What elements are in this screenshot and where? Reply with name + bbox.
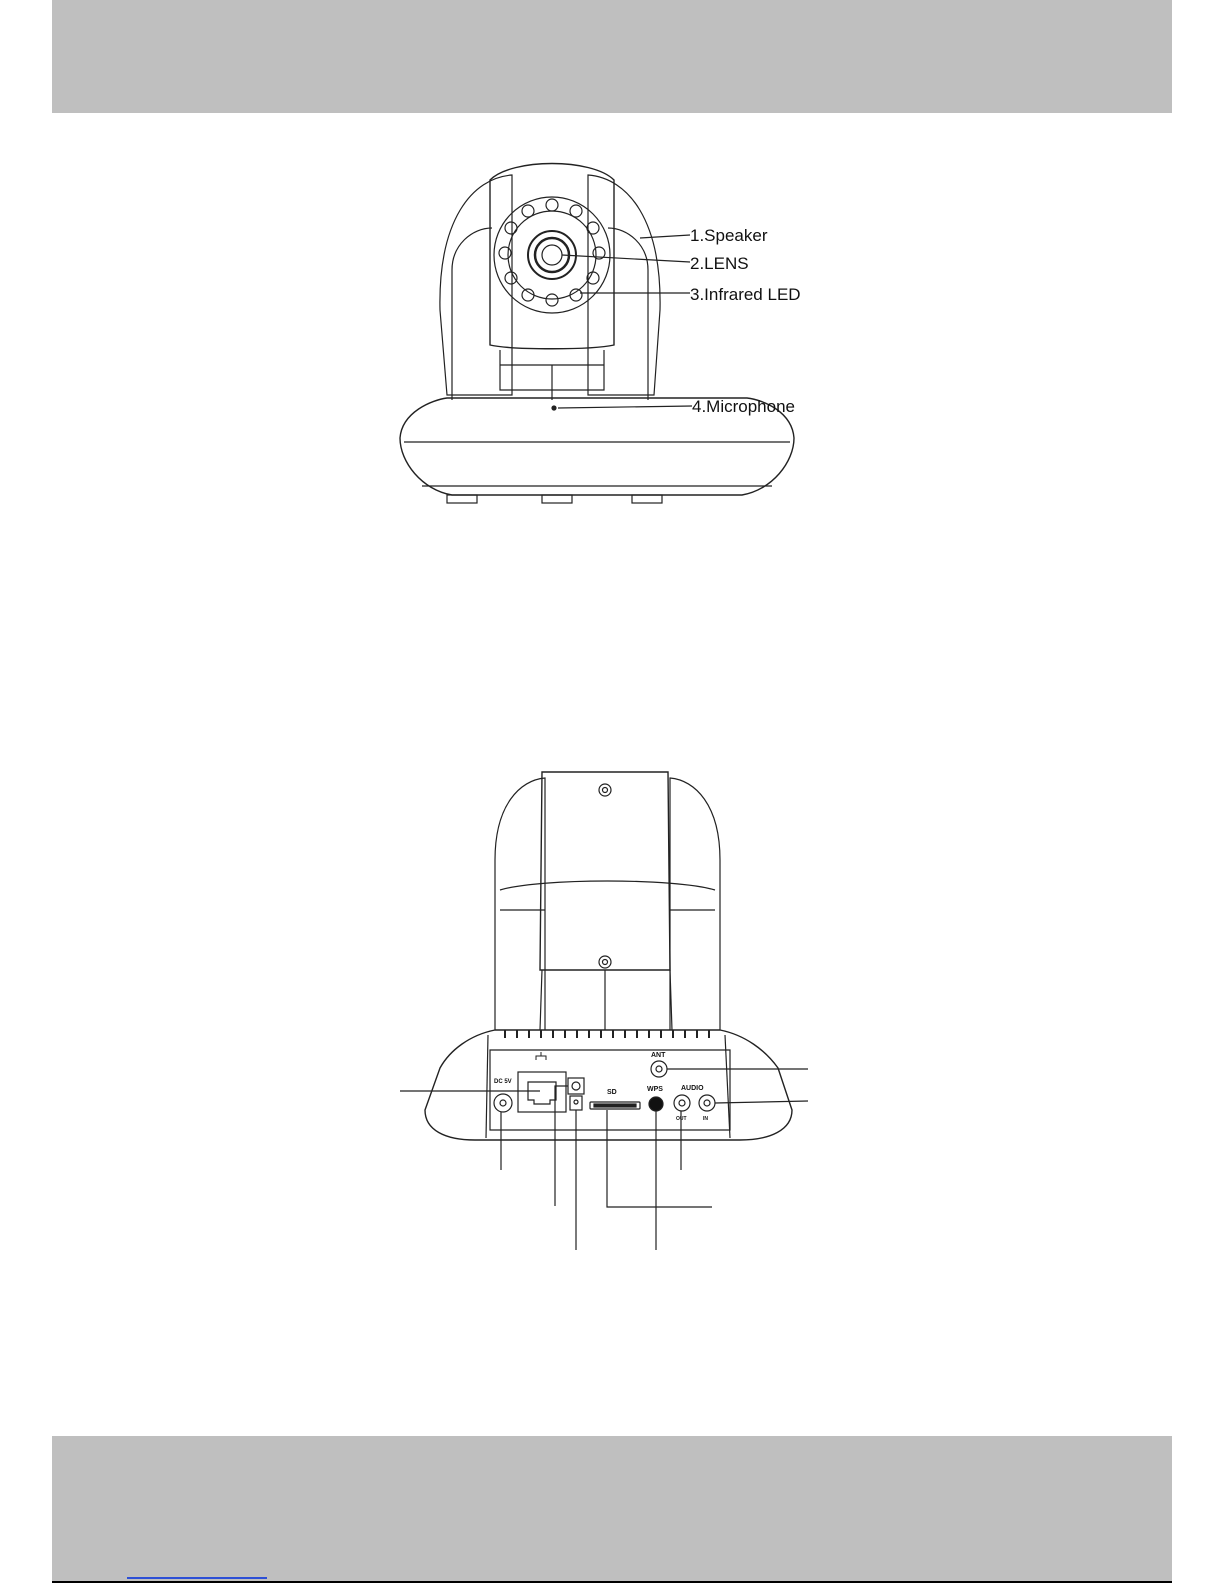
footer-band	[52, 1436, 1172, 1581]
callout-microphone: 4.Microphone	[692, 397, 796, 416]
label-audio: AUDIO	[681, 1085, 704, 1092]
label-audio-out: OUT	[676, 1116, 687, 1122]
label-dc-5v: DC 5V	[494, 1079, 512, 1085]
audio-out-jack-icon	[674, 1095, 690, 1111]
callout-lens: 2.LENS	[690, 254, 749, 273]
header-band	[52, 0, 1172, 113]
camera-rear-illustration	[400, 760, 820, 1260]
camera-front-illustration	[392, 150, 832, 520]
footer-link-underline[interactable]	[127, 1577, 267, 1579]
label-audio-in: IN	[703, 1116, 708, 1122]
ethernet-port-icon	[518, 1052, 584, 1112]
callout-speaker: 1.Speaker	[690, 226, 768, 245]
label-wps: WPS	[647, 1086, 663, 1093]
dc-power-port-icon	[494, 1094, 512, 1112]
callout-infrared-led: 3.Infrared LED	[690, 285, 801, 304]
sd-slot-icon	[590, 1102, 640, 1109]
footer-rule	[52, 1581, 1172, 1583]
audio-in-jack-icon	[699, 1095, 715, 1111]
label-ant: ANT	[651, 1052, 666, 1059]
leader-line-audio-in	[715, 1101, 808, 1103]
antenna-port-icon	[651, 1061, 667, 1077]
label-sd: SD	[607, 1089, 617, 1096]
wps-button-icon	[649, 1097, 663, 1111]
leader-line-sd	[607, 1110, 712, 1207]
infrared-led-ring	[499, 199, 605, 306]
